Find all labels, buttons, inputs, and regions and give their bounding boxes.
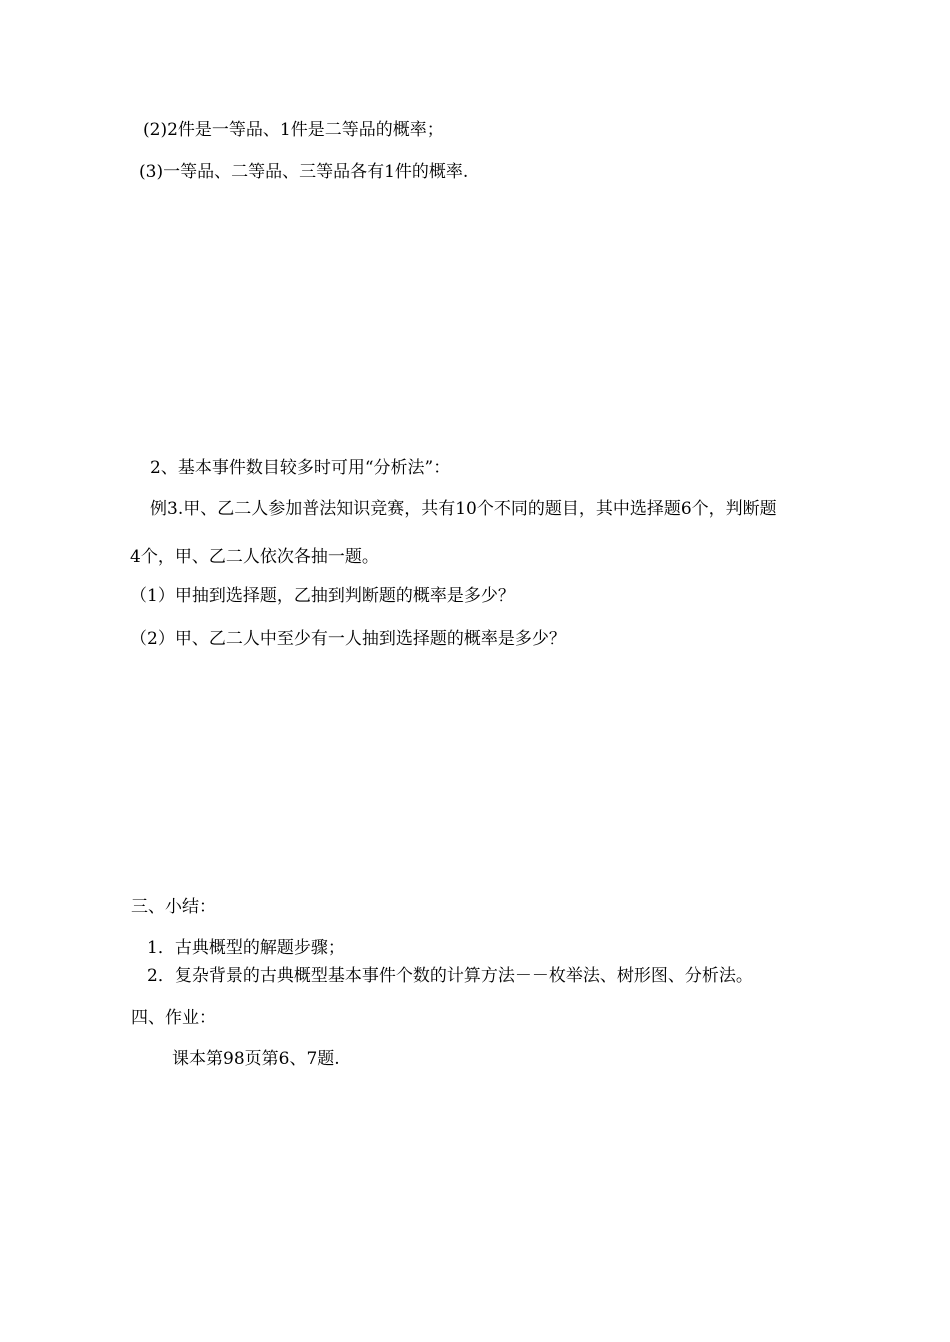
example-3-question-1: （1）甲抽到选择题，乙抽到判断题的概率是多少？ <box>130 586 515 606</box>
homework-text: 课本第98页第6、7题. <box>172 1049 340 1069</box>
method-heading-analysis: 2、基本事件数目较多时可用“分析法”： <box>150 458 451 478</box>
example-3-question-2: （2）甲、乙二人中至少有一人抽到选择题的概率是多少？ <box>130 629 566 649</box>
summary-heading: 三、小结： <box>131 897 216 917</box>
question-part-2: (2)2件是一等品、1件是二等品的概率； <box>143 120 444 140</box>
summary-item-2: 2．复杂背景的古典概型基本事件个数的计算方法－－枚举法、树形图、分析法。 <box>147 966 753 986</box>
question-part-3: (3)一等品、二等品、三等品各有1件的概率. <box>139 162 469 182</box>
example-3-text: 例3.甲、乙二人参加普法知识竞赛，共有10个不同的题目，其中选择题6个，判断题 <box>150 499 777 519</box>
summary-item-1: 1．古典概型的解题步骤； <box>147 938 345 958</box>
example-3-text-continued: 4个，甲、乙二人依次各抽一题。 <box>130 547 379 567</box>
homework-heading: 四、作业： <box>131 1008 216 1028</box>
